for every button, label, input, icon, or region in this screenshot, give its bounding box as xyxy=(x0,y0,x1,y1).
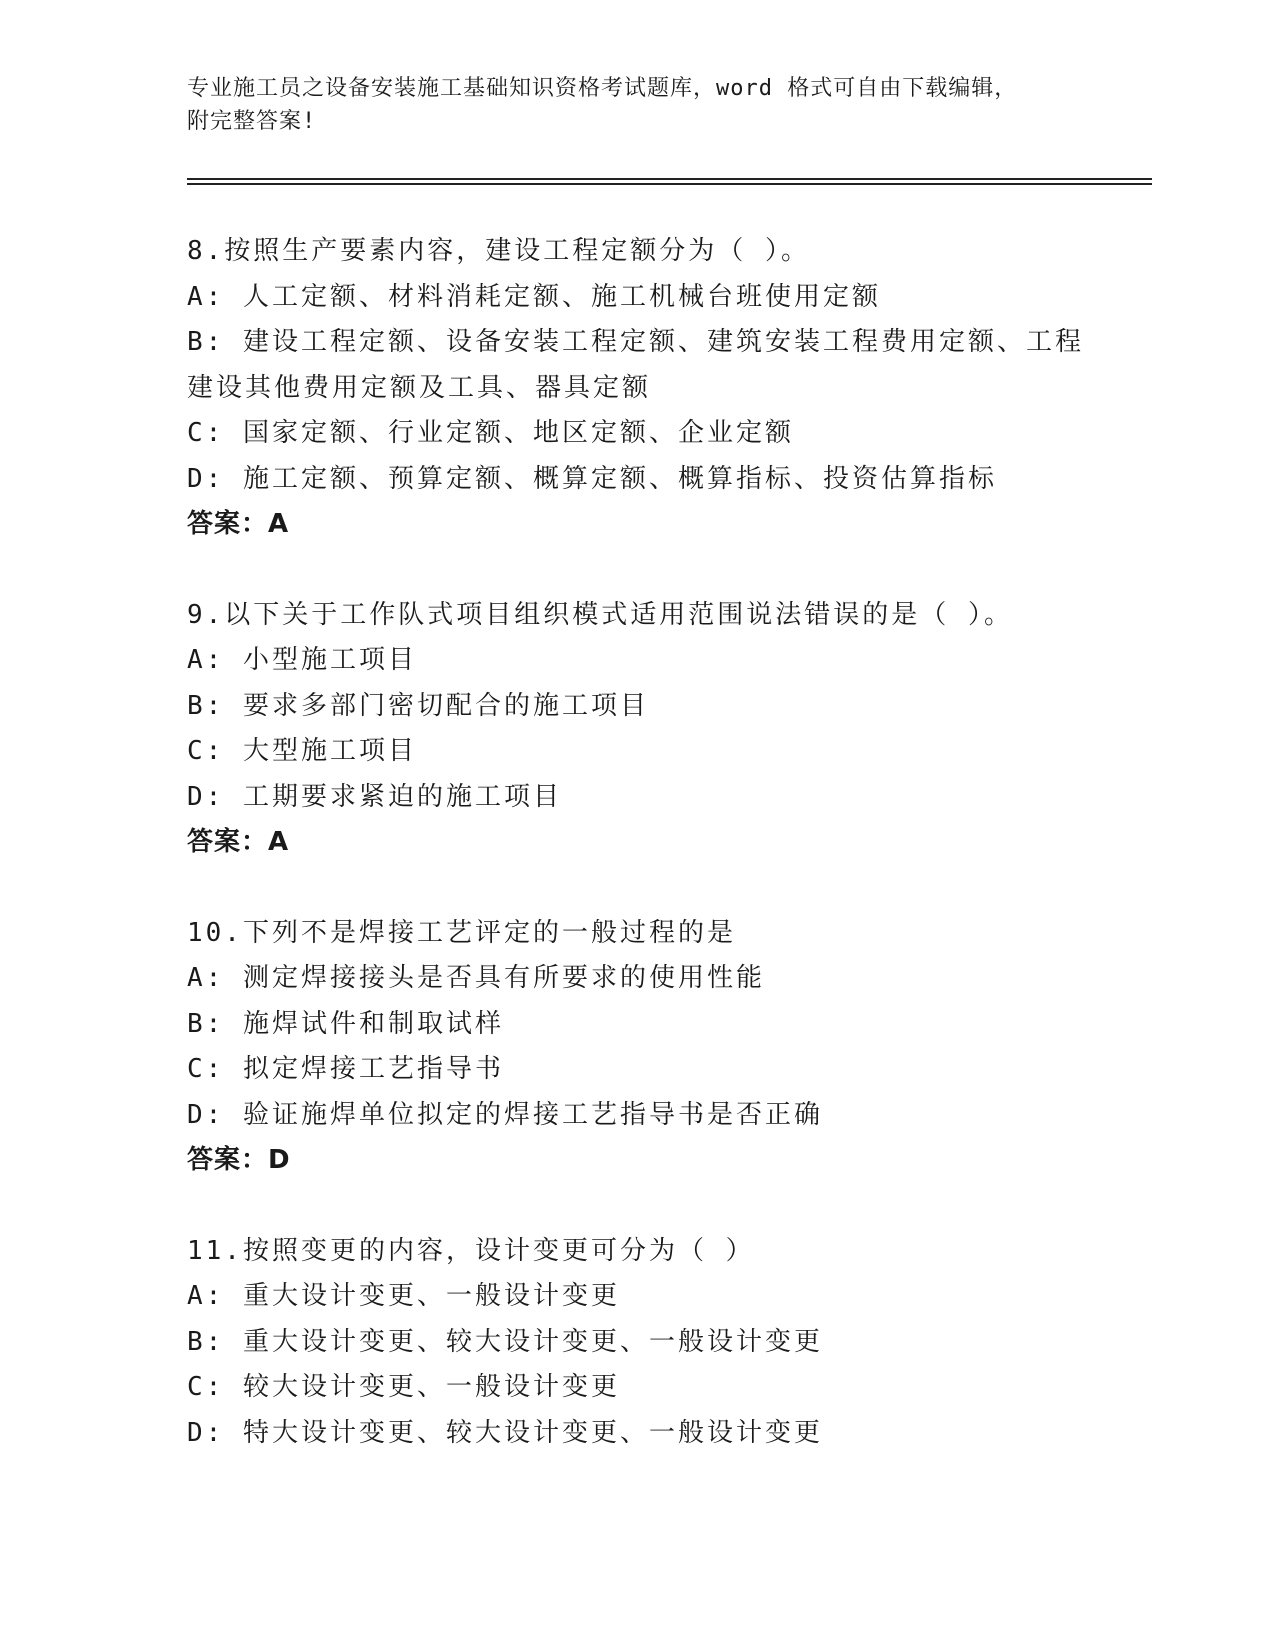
option-b: B: 要求多部门密切配合的施工项目 xyxy=(187,690,649,721)
option-c: C: 国家定额、行业定额、地区定额、企业定额 xyxy=(187,418,794,448)
question-stem: 9.以下关于工作队式项目组织模式适用范围说法错误的是（ ）。 xyxy=(187,599,1013,630)
option-b: B: 施焊试件和制取试样 xyxy=(187,1008,504,1039)
option-d: D: 验证施焊单位拟定的焊接工艺指导书是否正确 xyxy=(187,1099,823,1130)
question-10 xyxy=(187,911,1087,1184)
answer: 答案：A xyxy=(187,509,290,539)
option-b-continued: 建设其他费用定额及工具、器具定额 xyxy=(187,372,652,403)
option-b: B: 建设工程定额、设备安装工程定额、建筑安装工程费用定额、工程 xyxy=(187,327,1084,357)
header-divider-bottom xyxy=(187,183,1152,185)
question-9 xyxy=(187,593,1087,866)
option-a: A: 小型施工项目 xyxy=(187,645,417,675)
header-line-1: 专业施工员之设备安装施工基础知识资格考试题库，word 格式可自由下载编辑， xyxy=(187,76,1018,101)
question-list xyxy=(187,229,1087,1501)
option-c: C: 较大设计变更、一般设计变更 xyxy=(187,1372,620,1402)
option-a: A: 测定焊接接头是否具有所要求的使用性能 xyxy=(187,963,765,993)
option-a: A: 人工定额、材料消耗定额、施工机械台班使用定额 xyxy=(187,281,881,312)
option-c: C: 拟定焊接工艺指导书 xyxy=(187,1054,504,1084)
question-11 xyxy=(187,1229,1087,1457)
header-divider-top xyxy=(187,178,1152,180)
answer: 答案：D xyxy=(187,1145,291,1175)
question-stem: 11.按照变更的内容，设计变更可分为（ ） xyxy=(187,1235,755,1266)
answer: 答案：A xyxy=(187,827,290,857)
document-header xyxy=(187,72,1087,138)
question-8 xyxy=(187,229,1087,548)
question-stem: 10.下列不是焊接工艺评定的一般过程的是 xyxy=(187,917,736,948)
option-b: B: 重大设计变更、较大设计变更、一般设计变更 xyxy=(187,1326,823,1357)
header-line-2: 附完整答案! xyxy=(187,109,317,134)
option-d: D: 特大设计变更、较大设计变更、一般设计变更 xyxy=(187,1417,823,1448)
option-a: A: 重大设计变更、一般设计变更 xyxy=(187,1281,620,1311)
option-d: D: 工期要求紧迫的施工项目 xyxy=(187,781,562,812)
question-stem: 8.按照生产要素内容，建设工程定额分为（ ）。 xyxy=(187,236,810,266)
option-d: D: 施工定额、预算定额、概算定额、概算指标、投资估算指标 xyxy=(187,463,997,494)
option-c: C: 大型施工项目 xyxy=(187,736,417,766)
